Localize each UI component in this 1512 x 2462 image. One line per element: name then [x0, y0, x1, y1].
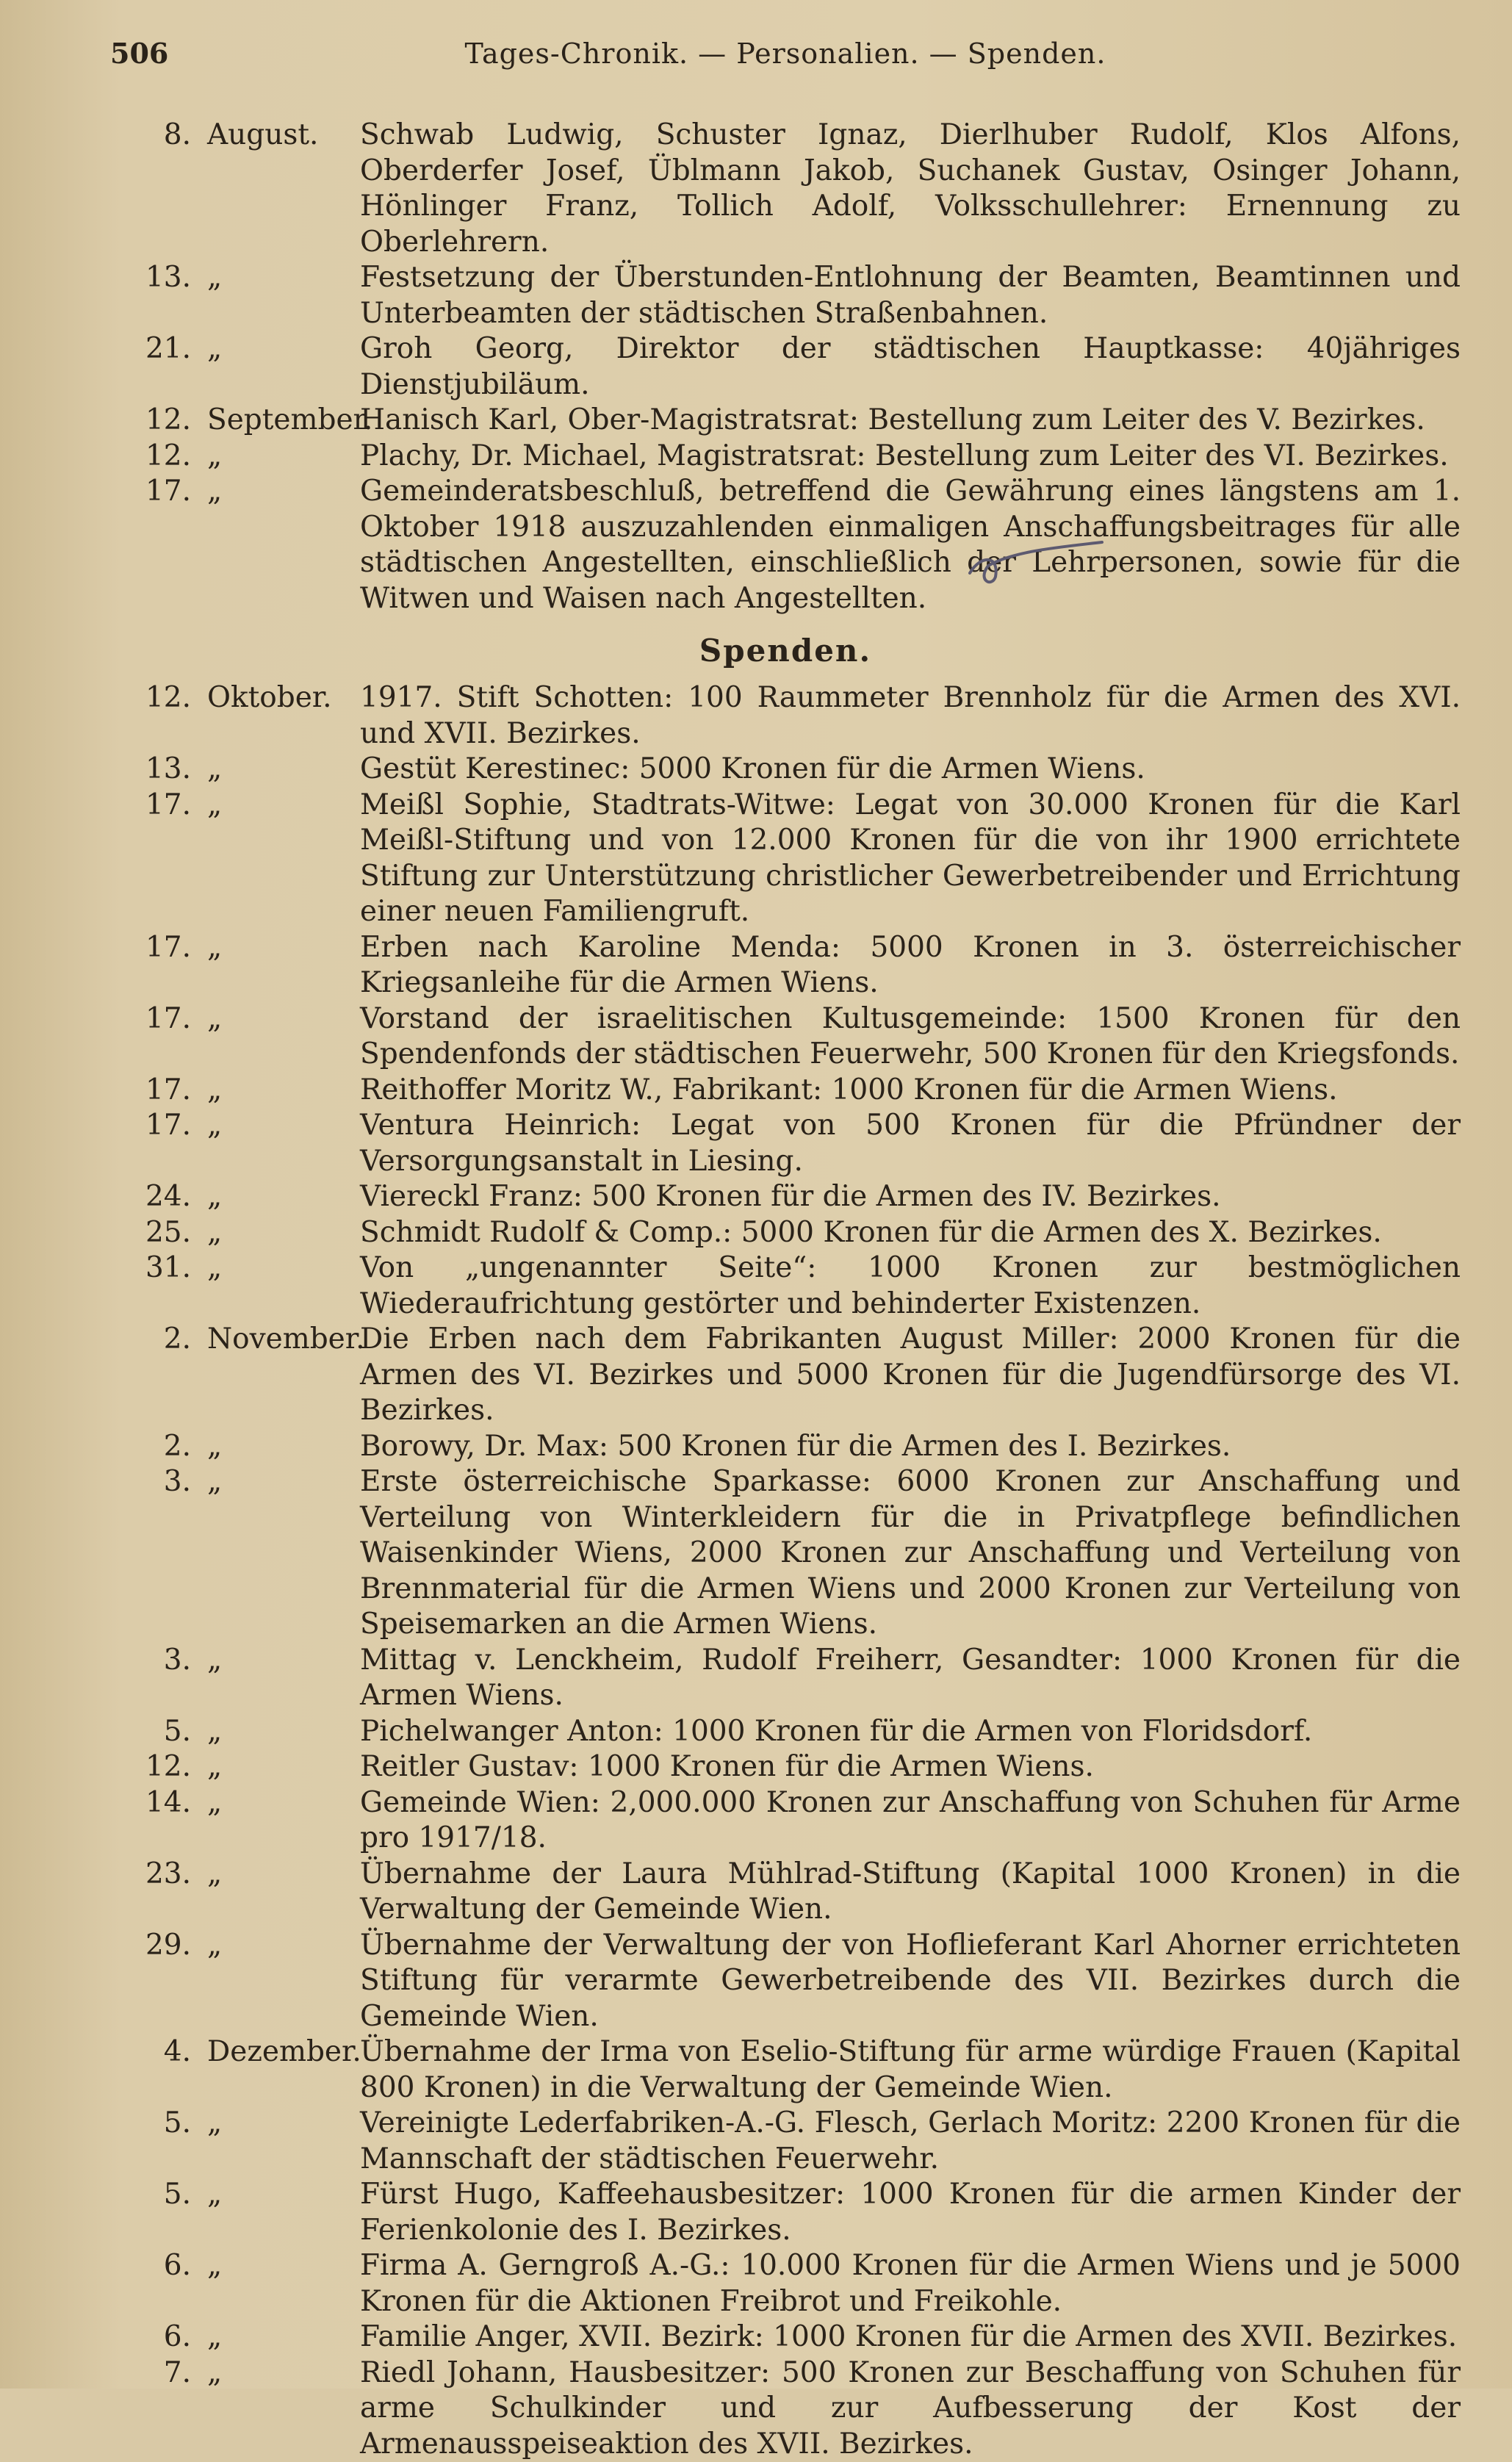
spenden-entry — [110, 1179, 1461, 1215]
entry-month: „ — [191, 1179, 222, 1215]
spenden-list — [110, 680, 1461, 2462]
entry-month: „ — [191, 1643, 222, 1714]
entry-date — [110, 1179, 360, 1215]
entry-date — [110, 2106, 360, 2177]
entry-date — [110, 930, 360, 1001]
entry-day: 6. — [110, 2248, 191, 2319]
entry-text: Meißl Sophie, Stadtrats-Witwe: Legat von 30.000 Kronen für die Karl Meißl-Stiftung und von 12.000 Kronen für die von ihr 1900 errichtete Stiftung zur Unterstützung christlicher Gewerbetreibender und Errichtung einer neuen Familiengruft. — [360, 788, 1461, 930]
spenden-entry — [110, 1464, 1461, 1643]
entry-text: Mittag v. Lenckheim, Rudolf Freiherr, Gesandter: 1000 Kronen für die Armen Wiens. — [360, 1643, 1461, 1714]
entry-date — [110, 1001, 360, 1073]
personalien-entry — [110, 118, 1461, 260]
running-title: Tages-Chronik. — Personalien. — Spenden. — [294, 37, 1461, 70]
spenden-entry — [110, 1250, 1461, 1322]
entry-date — [110, 118, 360, 260]
spenden-entry — [110, 1857, 1461, 1928]
entry-day: 24. — [110, 1179, 191, 1215]
entry-day: 12. — [110, 439, 191, 475]
spenden-entry — [110, 1928, 1461, 2035]
entry-month: „ — [191, 1215, 222, 1251]
entry-month: „ — [191, 2248, 222, 2319]
entry-text: Plachy, Dr. Michael, Magistratsrat: Bestellung zum Leiter des VI. Bezirkes. — [360, 439, 1461, 475]
entry-text: Gemeinde Wien: 2,000.000 Kronen zur Anschaffung von Schuhen für Arme pro 1917/18. — [360, 1785, 1461, 1857]
entry-month: „ — [191, 2319, 222, 2355]
entry-text: Gemeinderatsbeschluß, betreffend die Gewährung eines längstens am 1. Oktober 1918 auszuzahlenden einmaligen Anschaffungsbeitrages für alle städtischen Angestellten, einschließlich der Lehrpersonen, sowie für die Witwen und Waisen nach Angestellten. — [360, 474, 1461, 616]
entry-day: 5. — [110, 1714, 191, 1750]
entry-month: Oktober. — [191, 680, 332, 752]
entry-month: „ — [191, 1001, 222, 1073]
spenden-entry — [110, 2106, 1461, 2177]
entry-text: Übernahme der Irma von Eselio-Stiftung für arme würdige Frauen (Kapital 800 Kronen) in die Verwaltung der Gemeinde Wien. — [360, 2034, 1461, 2106]
entry-month: „ — [191, 752, 222, 788]
entry-text: Hanisch Karl, Ober-Magistratsrat: Bestellung zum Leiter des V. Bezirkes. — [360, 403, 1461, 439]
entry-text: Übernahme der Laura Mühlrad-Stiftung (Kapital 1000 Kronen) in die Verwaltung der Gemeinde Wien. — [360, 1857, 1461, 1928]
entry-month: „ — [191, 260, 222, 331]
spenden-entry — [110, 1643, 1461, 1714]
entry-text: Firma A. Gerngroß A.-G.: 10.000 Kronen für die Armen Wiens und je 5000 Kronen für die Aktionen Freibrot und Freikohle. — [360, 2248, 1461, 2319]
entry-month: „ — [191, 439, 222, 475]
entry-day: 17. — [110, 474, 191, 616]
entry-month: „ — [191, 1714, 222, 1750]
entry-month: „ — [191, 331, 222, 403]
entry-month: „ — [191, 1429, 222, 1465]
entry-day: 8. — [110, 118, 191, 260]
entry-day: 31. — [110, 1250, 191, 1322]
spenden-entry — [110, 1215, 1461, 1251]
entry-date — [110, 1643, 360, 1714]
entry-date — [110, 788, 360, 930]
entry-text: Borowy, Dr. Max: 500 Kronen für die Armen des I. Bezirkes. — [360, 1429, 1461, 1465]
entry-day: 14. — [110, 1785, 191, 1857]
entry-date — [110, 1714, 360, 1750]
entry-day: 12. — [110, 680, 191, 752]
personalien-entry — [110, 403, 1461, 439]
personalien-entry — [110, 331, 1461, 403]
entry-month: „ — [191, 1749, 222, 1785]
spenden-entry — [110, 2034, 1461, 2106]
entry-day: 17. — [110, 1108, 191, 1179]
page-header — [110, 37, 1461, 88]
spenden-entry — [110, 1714, 1461, 1750]
entry-date — [110, 403, 360, 439]
entry-month: „ — [191, 1073, 222, 1109]
entry-date — [110, 1250, 360, 1322]
entry-date — [110, 1322, 360, 1429]
entry-text: Von „ungenannter Seite“: 1000 Kronen zur bestmöglichen Wiederaufrichtung gestörter und behinderter Existenzen. — [360, 1250, 1461, 1322]
entry-text: Reithoffer Moritz W., Fabrikant: 1000 Kronen für die Armen Wiens. — [360, 1073, 1461, 1109]
spenden-entry — [110, 1073, 1461, 1109]
spenden-entry — [110, 1322, 1461, 1429]
entry-month: „ — [191, 1108, 222, 1179]
personalien-list — [110, 118, 1461, 616]
entry-text: Übernahme der Verwaltung der von Hoflieferant Karl Ahorner errichteten Stiftung für verarmte Gewerbetreibende des VII. Bezirkes durch die Gemeinde Wien. — [360, 1928, 1461, 2035]
entry-month: „ — [191, 1250, 222, 1322]
entry-month: „ — [191, 474, 222, 616]
entry-day: 7. — [110, 2355, 191, 2462]
entry-month: „ — [191, 1928, 222, 2035]
entry-day: 23. — [110, 1857, 191, 1928]
spenden-entry — [110, 680, 1461, 752]
entry-date — [110, 2355, 360, 2462]
entry-date — [110, 1073, 360, 1109]
entry-text: Erste österreichische Sparkasse: 6000 Kronen zur Anschaffung und Verteilung von Winterkleidern für die in Privatpflege befindlichen Waisenkinder Wiens, 2000 Kronen zur Anschaffung und Verteilung von Brennmaterial für die Armen Wiens und 2000 Kronen zur Verteilung von Speisemarken an die Armen Wiens. — [360, 1464, 1461, 1643]
entry-date — [110, 752, 360, 788]
entry-date — [110, 1429, 360, 1465]
entry-text: Schmidt Rudolf & Comp.: 5000 Kronen für die Armen des X. Bezirkes. — [360, 1215, 1461, 1251]
entry-day: 6. — [110, 2319, 191, 2355]
entry-day: 25. — [110, 1215, 191, 1251]
entry-month: September. — [191, 403, 372, 439]
entry-text: Vorstand der israelitischen Kultusgemeinde: 1500 Kronen für den Spendenfonds der städtischen Feuerwehr, 500 Kronen für den Kriegsfonds. — [360, 1001, 1461, 1073]
entry-text: Ventura Heinrich: Legat von 500 Kronen für die Pfründner der Versorgungsanstalt in Liesing. — [360, 1108, 1461, 1179]
entry-day: 21. — [110, 331, 191, 403]
spenden-entry — [110, 788, 1461, 930]
entry-day: 13. — [110, 752, 191, 788]
entry-text: Reitler Gustav: 1000 Kronen für die Armen Wiens. — [360, 1749, 1461, 1785]
entry-day: 17. — [110, 1073, 191, 1109]
entry-day: 2. — [110, 1429, 191, 1465]
spenden-entry — [110, 1785, 1461, 1857]
entry-text: Familie Anger, XVII. Bezirk: 1000 Kronen für die Armen des XVII. Bezirkes. — [360, 2319, 1461, 2355]
entry-month: „ — [191, 1785, 222, 1857]
entry-day: 2. — [110, 1322, 191, 1429]
entry-text: Gestüt Kerestinec: 5000 Kronen für die Armen Wiens. — [360, 752, 1461, 788]
entry-text: Pichelwanger Anton: 1000 Kronen für die Armen von Floridsdorf. — [360, 1714, 1461, 1750]
entry-date — [110, 474, 360, 616]
entry-date — [110, 1749, 360, 1785]
entry-text: Festsetzung der Überstunden-Entlohnung der Beamten, Beamtinnen und Unterbeamten der städtischen Straßenbahnen. — [360, 260, 1461, 331]
entry-day: 12. — [110, 403, 191, 439]
entry-text: Schwab Ludwig, Schuster Ignaz, Dierlhuber Rudolf, Klos Alfons, Oberderfer Josef, Üblmann Jakob, Suchanek Gustav, Osinger Johann, Hönlinger Franz, Tollich Adolf, Volksschullehrer: Ernennung zu Oberlehrern. — [360, 118, 1461, 260]
entry-date — [110, 2248, 360, 2319]
entry-date — [110, 1857, 360, 1928]
entry-day: 17. — [110, 1001, 191, 1073]
entry-date — [110, 1108, 360, 1179]
entry-day: 5. — [110, 2177, 191, 2248]
spenden-entry — [110, 2355, 1461, 2462]
section-title-spenden: Spenden. — [110, 633, 1461, 669]
entry-month: Dezember. — [191, 2034, 361, 2106]
entry-date — [110, 2177, 360, 2248]
page-number: 506 — [110, 37, 294, 70]
entry-date — [110, 1215, 360, 1251]
entry-day: 3. — [110, 1643, 191, 1714]
spenden-entry — [110, 930, 1461, 1001]
entry-month: „ — [191, 2106, 222, 2177]
spenden-entry — [110, 1749, 1461, 1785]
entry-month: „ — [191, 1857, 222, 1928]
entry-month: „ — [191, 930, 222, 1001]
entry-text: Riedl Johann, Hausbesitzer: 500 Kronen zur Beschaffung von Schuhen für arme Schulkinder und zur Aufbesserung der Kost der Armenausspeiseaktion des XVII. Bezirkes. — [360, 2355, 1461, 2462]
entry-text: Die Erben nach dem Fabrikanten August Miller: 2000 Kronen für die Armen des VI. Bezirkes und 5000 Kronen für die Jugendfürsorge des VI. Bezirkes. — [360, 1322, 1461, 1429]
entry-date — [110, 680, 360, 752]
entry-date — [110, 2319, 360, 2355]
spenden-entry — [110, 2319, 1461, 2355]
entry-text: Groh Georg, Direktor der städtischen Hauptkasse: 40jähriges Dienstjubiläum. — [360, 331, 1461, 403]
personalien-entry — [110, 439, 1461, 475]
entry-date — [110, 2034, 360, 2106]
pencil-mark-icon — [955, 536, 1117, 595]
entry-date — [110, 1464, 360, 1643]
entry-date — [110, 1928, 360, 2035]
spenden-entry — [110, 1108, 1461, 1179]
personalien-entry — [110, 260, 1461, 331]
entry-month: November. — [191, 1322, 365, 1429]
entry-day: 4. — [110, 2034, 191, 2106]
entry-day: 5. — [110, 2106, 191, 2177]
personalien-entry — [110, 474, 1461, 616]
entry-month: „ — [191, 1464, 222, 1643]
spenden-entry — [110, 2248, 1461, 2319]
entry-day: 3. — [110, 1464, 191, 1643]
entry-text: Fürst Hugo, Kaffeehausbesitzer: 1000 Kronen für die armen Kinder der Ferienkolonie des I. Bezirkes. — [360, 2177, 1461, 2248]
entry-month: „ — [191, 2177, 222, 2248]
entry-text: 1917. Stift Schotten: 100 Raummeter Brennholz für die Armen des XVI. und XVII. Bezirkes. — [360, 680, 1461, 752]
entry-month: „ — [191, 2355, 222, 2462]
spenden-entry — [110, 752, 1461, 788]
entry-day: 17. — [110, 930, 191, 1001]
entry-month: August. — [191, 118, 318, 260]
spenden-entry — [110, 2177, 1461, 2248]
entry-day: 13. — [110, 260, 191, 331]
entry-day: 17. — [110, 788, 191, 930]
entry-text: Viereckl Franz: 500 Kronen für die Armen des IV. Bezirkes. — [360, 1179, 1461, 1215]
entry-date — [110, 439, 360, 475]
entry-text: Vereinigte Lederfabriken-A.-G. Flesch, Gerlach Moritz: 2200 Kronen für die Mannschaft der städtischen Feuerwehr. — [360, 2106, 1461, 2177]
spenden-entry — [110, 1001, 1461, 1073]
entry-date — [110, 331, 360, 403]
entry-day: 12. — [110, 1749, 191, 1785]
entry-month: „ — [191, 788, 222, 930]
entry-date — [110, 260, 360, 331]
entry-text: Erben nach Karoline Menda: 5000 Kronen in 3. österreichischer Kriegsanleihe für die Armen Wiens. — [360, 930, 1461, 1001]
spenden-entry — [110, 1429, 1461, 1465]
entry-date — [110, 1785, 360, 1857]
entry-day: 29. — [110, 1928, 191, 2035]
